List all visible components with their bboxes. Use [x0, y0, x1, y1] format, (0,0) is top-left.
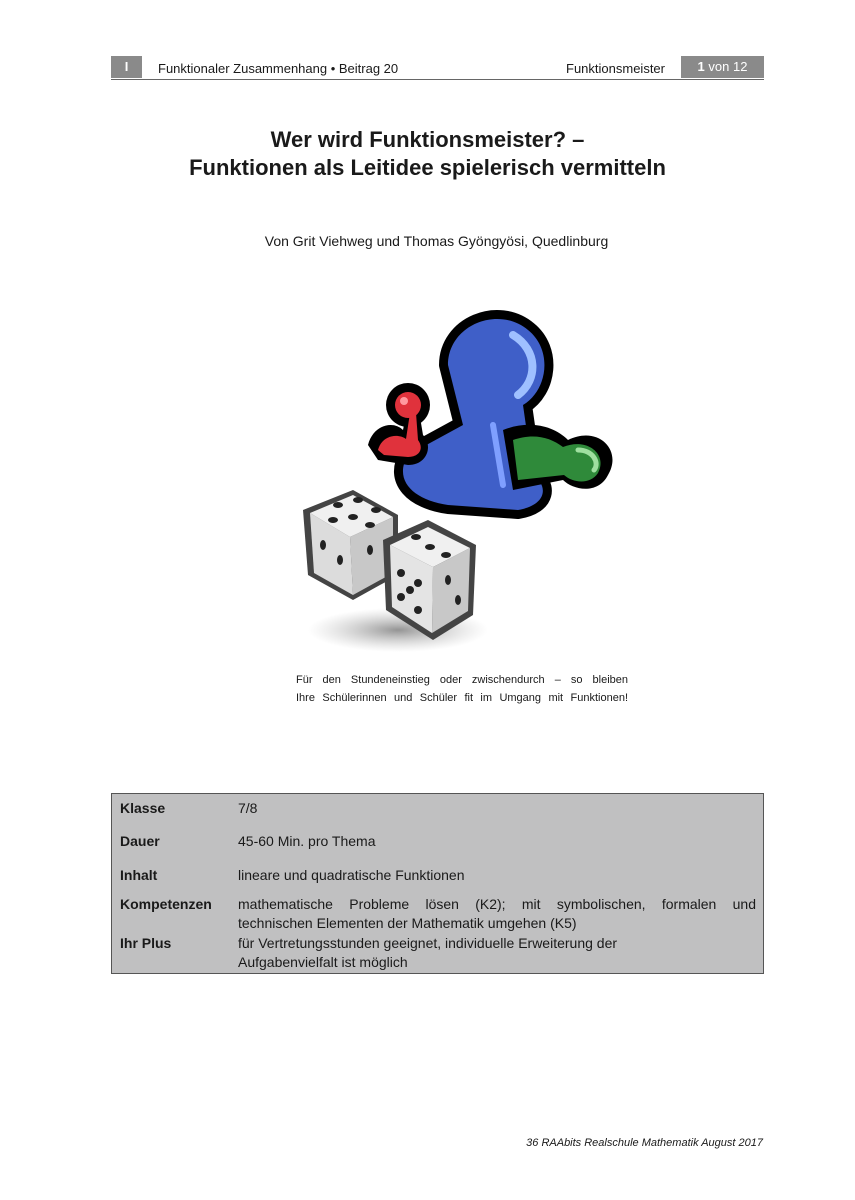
info-value-line-1: mathematische Probleme lösen (K2); mit symbolischen, formalen und — [238, 896, 756, 912]
short-title: Funktionsmeister — [566, 61, 665, 76]
info-value-line-2: technischen Elementen der Mathematik umgehen (K5) — [238, 915, 577, 931]
info-value: lineare und quadratische Funktionen — [238, 867, 465, 883]
info-box — [111, 793, 764, 974]
info-value: 45-60 Min. pro Thema — [238, 833, 376, 849]
page-header — [111, 56, 764, 80]
section-marker: I — [111, 56, 142, 78]
dice-and-pawns-illustration — [298, 305, 628, 655]
page-total: von 12 — [708, 59, 748, 74]
info-value-line-1: für Vertretungsstunden geeignet, individuelle Erweiterung der — [238, 935, 618, 951]
red-pawn-icon — [368, 383, 430, 465]
title-line-2: Funktionen als Leitidee spielerisch vermitteln — [189, 155, 666, 180]
image-caption — [296, 671, 628, 707]
info-label: Dauer — [120, 833, 160, 849]
title-line-1: Wer wird Funktionsmeister? – — [270, 127, 585, 152]
caption-line-2: Ihre Schülerinnen und Schüler fit im Umgang mit Funktionen! — [296, 692, 628, 704]
info-label: Ihr Plus — [120, 935, 172, 951]
info-value — [238, 934, 756, 972]
page-indicator — [681, 56, 764, 78]
info-value — [238, 895, 756, 933]
page-number: 1 — [697, 59, 705, 74]
green-pawn-icon — [503, 425, 612, 490]
info-label: Klasse — [120, 800, 166, 816]
series-label: Funktionaler Zusammenhang • Beitrag 20 — [158, 61, 399, 76]
info-value-line-2: Aufgabenvielfalt ist möglich — [238, 954, 408, 970]
info-value: 7/8 — [238, 800, 258, 816]
page-title — [0, 126, 855, 182]
caption-line-1: Für den Stundeneinstieg oder zwischendurch – so bleiben — [296, 674, 628, 686]
authors: Von Grit Viehweg und Thomas Gyöngyösi, Quedlinburg — [264, 233, 609, 249]
page-footer: 36 RAAbits Realschule Mathematik August 2017 — [526, 1137, 763, 1149]
info-label: Kompetenzen — [120, 896, 212, 912]
info-label: Inhalt — [120, 867, 158, 883]
